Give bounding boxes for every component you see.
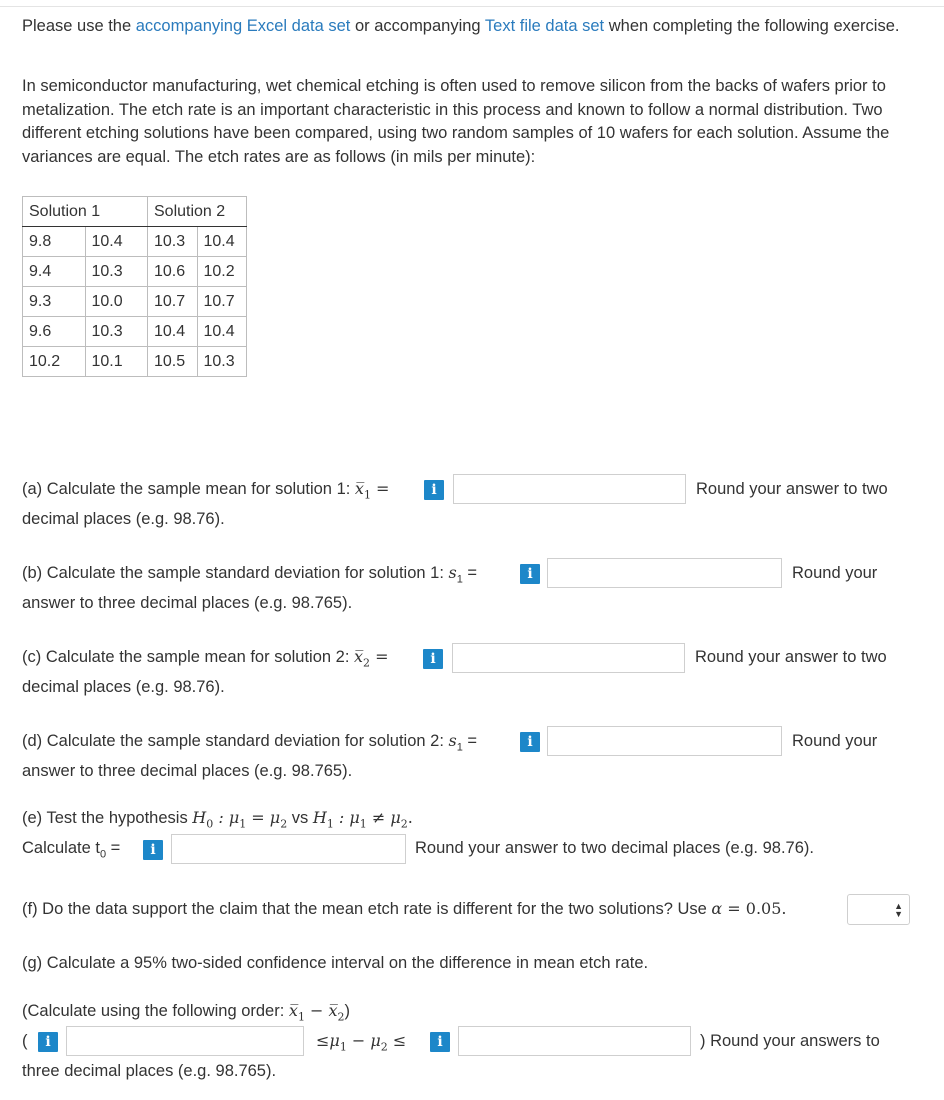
table-row	[23, 317, 247, 347]
table-row	[23, 227, 247, 257]
part-g-upper-bound-input[interactable]	[458, 1026, 691, 1056]
table-cell: 10.7	[197, 287, 247, 317]
mu-symbol: : μ	[213, 808, 240, 827]
table-cell: 10.6	[148, 257, 198, 287]
xbar-symbol: x̅	[288, 1001, 298, 1020]
ci-inequality	[316, 1029, 406, 1059]
table-cell: 10.3	[85, 317, 148, 347]
problem-text: In semiconductor manufacturing, wet chemical etching is often used to remove silicon from the backs of wafers prior to metalization. The etch rate is an important characteristic in this process and known to follow a normal distribution. Two different etching solutions have been compared, using two random samples of 10 wafers for each solution. Assume the variances are equal. The etch rates are as follows (in mils per minute):	[22, 77, 890, 166]
part-c-rounding-cont: decimal places (e.g. 98.76).	[22, 678, 225, 696]
part-e-hypothesis	[22, 806, 413, 836]
part-a-prompt	[22, 477, 389, 507]
part-c-rounding-note: Round your answer to two	[695, 648, 887, 666]
order-label: (Calculate using the following order:	[22, 1002, 289, 1020]
part-f-label: (f) Do the data support the claim that the mean etch rate is different for the two solutions? Use	[22, 900, 712, 918]
table-cell: 10.2	[23, 347, 86, 377]
subscript: 1	[363, 488, 371, 502]
subscript: 1	[339, 1040, 347, 1054]
info-icon[interactable]: i	[424, 480, 444, 500]
table-row	[23, 287, 247, 317]
alpha-symbol: α	[711, 899, 723, 918]
part-f-answer-select[interactable]	[847, 894, 910, 925]
mu-symbol: μ	[329, 1031, 340, 1050]
table-cell: 9.3	[23, 287, 86, 317]
table-cell: 10.4	[148, 317, 198, 347]
subscript: 0	[206, 817, 214, 831]
part-g-prompt: (g) Calculate a 95% two-sided confidence interval on the difference in mean etch rate.	[22, 954, 649, 972]
subscript: 1	[359, 817, 367, 831]
part-b-answer-input[interactable]	[547, 558, 782, 588]
part-e-calc-prompt	[22, 836, 120, 866]
header-solution-1: Solution 1	[23, 197, 148, 227]
mu-symbol: = μ	[246, 808, 281, 827]
text-file-data-link[interactable]: Text file data set	[484, 17, 605, 35]
subscript: 2	[363, 656, 371, 670]
table-cell: 9.4	[23, 257, 86, 287]
part-e-label: (e) Test the hypothesis	[22, 809, 193, 827]
mu-symbol: ≠ μ	[366, 808, 401, 827]
part-g-rounding-cont: three decimal places (e.g. 98.765).	[22, 1062, 277, 1080]
period: .	[407, 808, 413, 827]
h1-symbol: H	[312, 808, 327, 827]
table-cell: 10.2	[197, 257, 247, 287]
table-cell: 10.4	[85, 227, 148, 257]
part-a-answer-input[interactable]	[453, 474, 686, 504]
table-cell: 10.3	[85, 257, 148, 287]
part-f-prompt	[22, 897, 787, 921]
mu-symbol: : μ	[333, 808, 360, 827]
part-a-rounding-note: Round your answer to two	[696, 480, 888, 498]
subscript: 0	[99, 848, 107, 861]
table-cell: 10.3	[148, 227, 198, 257]
part-e-rounding-note: Round your answer to two decimal places (e.g. 98.76).	[415, 839, 814, 857]
part-b-rounding-note: Round your	[792, 564, 878, 582]
subscript: 2	[400, 817, 408, 831]
table-cell: 10.3	[197, 347, 247, 377]
xbar-symbol: x̅	[354, 479, 364, 498]
table-header-row	[23, 197, 247, 227]
table-cell: 9.8	[23, 227, 86, 257]
calc-label: Calculate	[22, 839, 96, 857]
part-d-label: (d) Calculate the sample standard deviation for solution 2:	[22, 732, 449, 750]
part-c-label: (c) Calculate the sample mean for solution 2:	[22, 648, 354, 666]
subscript: 1	[239, 817, 247, 831]
part-d-prompt	[22, 729, 477, 759]
table-row	[23, 347, 247, 377]
s-symbol: s	[448, 731, 457, 750]
subscript: 1	[326, 817, 334, 831]
subscript: 1	[456, 741, 463, 754]
info-icon[interactable]: i	[143, 840, 163, 860]
info-icon[interactable]: i	[423, 649, 443, 669]
intro-before: Please use the	[22, 17, 136, 35]
le-sign: ≤	[387, 1031, 407, 1050]
part-g-rounding-note: ) Round your answers to	[700, 1032, 880, 1050]
table-row	[23, 257, 247, 287]
part-a-rounding-cont: decimal places (e.g. 98.76).	[22, 510, 225, 528]
xbar-symbol: x̅	[328, 1001, 338, 1020]
part-b-label: (b) Calculate the sample standard deviation for solution 1:	[22, 564, 449, 582]
period: .	[781, 899, 787, 918]
table-cell: 10.4	[197, 317, 247, 347]
subscript: 1	[297, 1010, 305, 1024]
subscript: 2	[337, 1010, 345, 1024]
table-cell: 9.6	[23, 317, 86, 347]
up-down-arrows-icon: ▲ ▼	[894, 901, 903, 919]
excel-data-link[interactable]: accompanying Excel data set	[135, 17, 351, 35]
mu-symbol: − μ	[346, 1031, 381, 1050]
part-b-prompt	[22, 561, 477, 591]
part-e-t0-input[interactable]	[171, 834, 406, 864]
info-icon[interactable]: i	[520, 564, 540, 584]
equals-sign: =	[370, 647, 389, 666]
s-symbol: s	[448, 563, 457, 582]
part-c-answer-input[interactable]	[452, 643, 685, 673]
intro-after: when completing the following exercise.	[604, 17, 900, 35]
info-icon[interactable]: i	[38, 1032, 58, 1052]
vs-text: vs	[287, 809, 313, 827]
part-d-answer-input[interactable]	[547, 726, 782, 756]
intro-middle: or accompanying	[350, 17, 485, 35]
table-cell: 10.1	[85, 347, 148, 377]
subscript: 1	[456, 573, 463, 586]
le-sign: ≤	[316, 1031, 330, 1050]
t-symbol: t	[95, 839, 100, 857]
subscript: 2	[380, 1040, 388, 1054]
info-icon[interactable]: i	[520, 732, 540, 752]
part-g-order	[22, 999, 350, 1029]
table-cell: 10.7	[148, 287, 198, 317]
equals-sign: =	[106, 839, 121, 857]
close-paren: )	[344, 1002, 351, 1020]
equals-sign: =	[462, 564, 478, 582]
subscript: 2	[280, 817, 288, 831]
part-c-prompt	[22, 645, 389, 675]
part-d-rounding-note: Round your	[792, 732, 878, 750]
minus-sign: −	[304, 1001, 329, 1020]
info-icon[interactable]: i	[430, 1032, 450, 1052]
table-cell: 10.4	[197, 227, 247, 257]
table-cell: 10.5	[148, 347, 198, 377]
equals-sign: =	[462, 732, 478, 750]
part-d-rounding-cont: answer to three decimal places (e.g. 98.765).	[22, 762, 353, 780]
etch-rate-table	[22, 196, 247, 377]
h0-symbol: H	[192, 808, 207, 827]
xbar-symbol: x̅	[354, 647, 364, 666]
header-solution-2: Solution 2	[148, 197, 247, 227]
intro-text	[22, 15, 937, 39]
part-b-rounding-cont: answer to three decimal places (e.g. 98.765).	[22, 594, 353, 612]
open-paren: (	[22, 1032, 28, 1050]
equals-sign: =	[370, 479, 390, 498]
part-g-lower-bound-input[interactable]	[66, 1026, 304, 1056]
top-divider	[0, 6, 944, 7]
table-cell: 10.0	[85, 287, 148, 317]
equals-sign: =	[722, 899, 746, 918]
alpha-value: 0.05	[745, 899, 782, 918]
part-a-label: (a) Calculate the sample mean for solution 1:	[22, 480, 355, 498]
